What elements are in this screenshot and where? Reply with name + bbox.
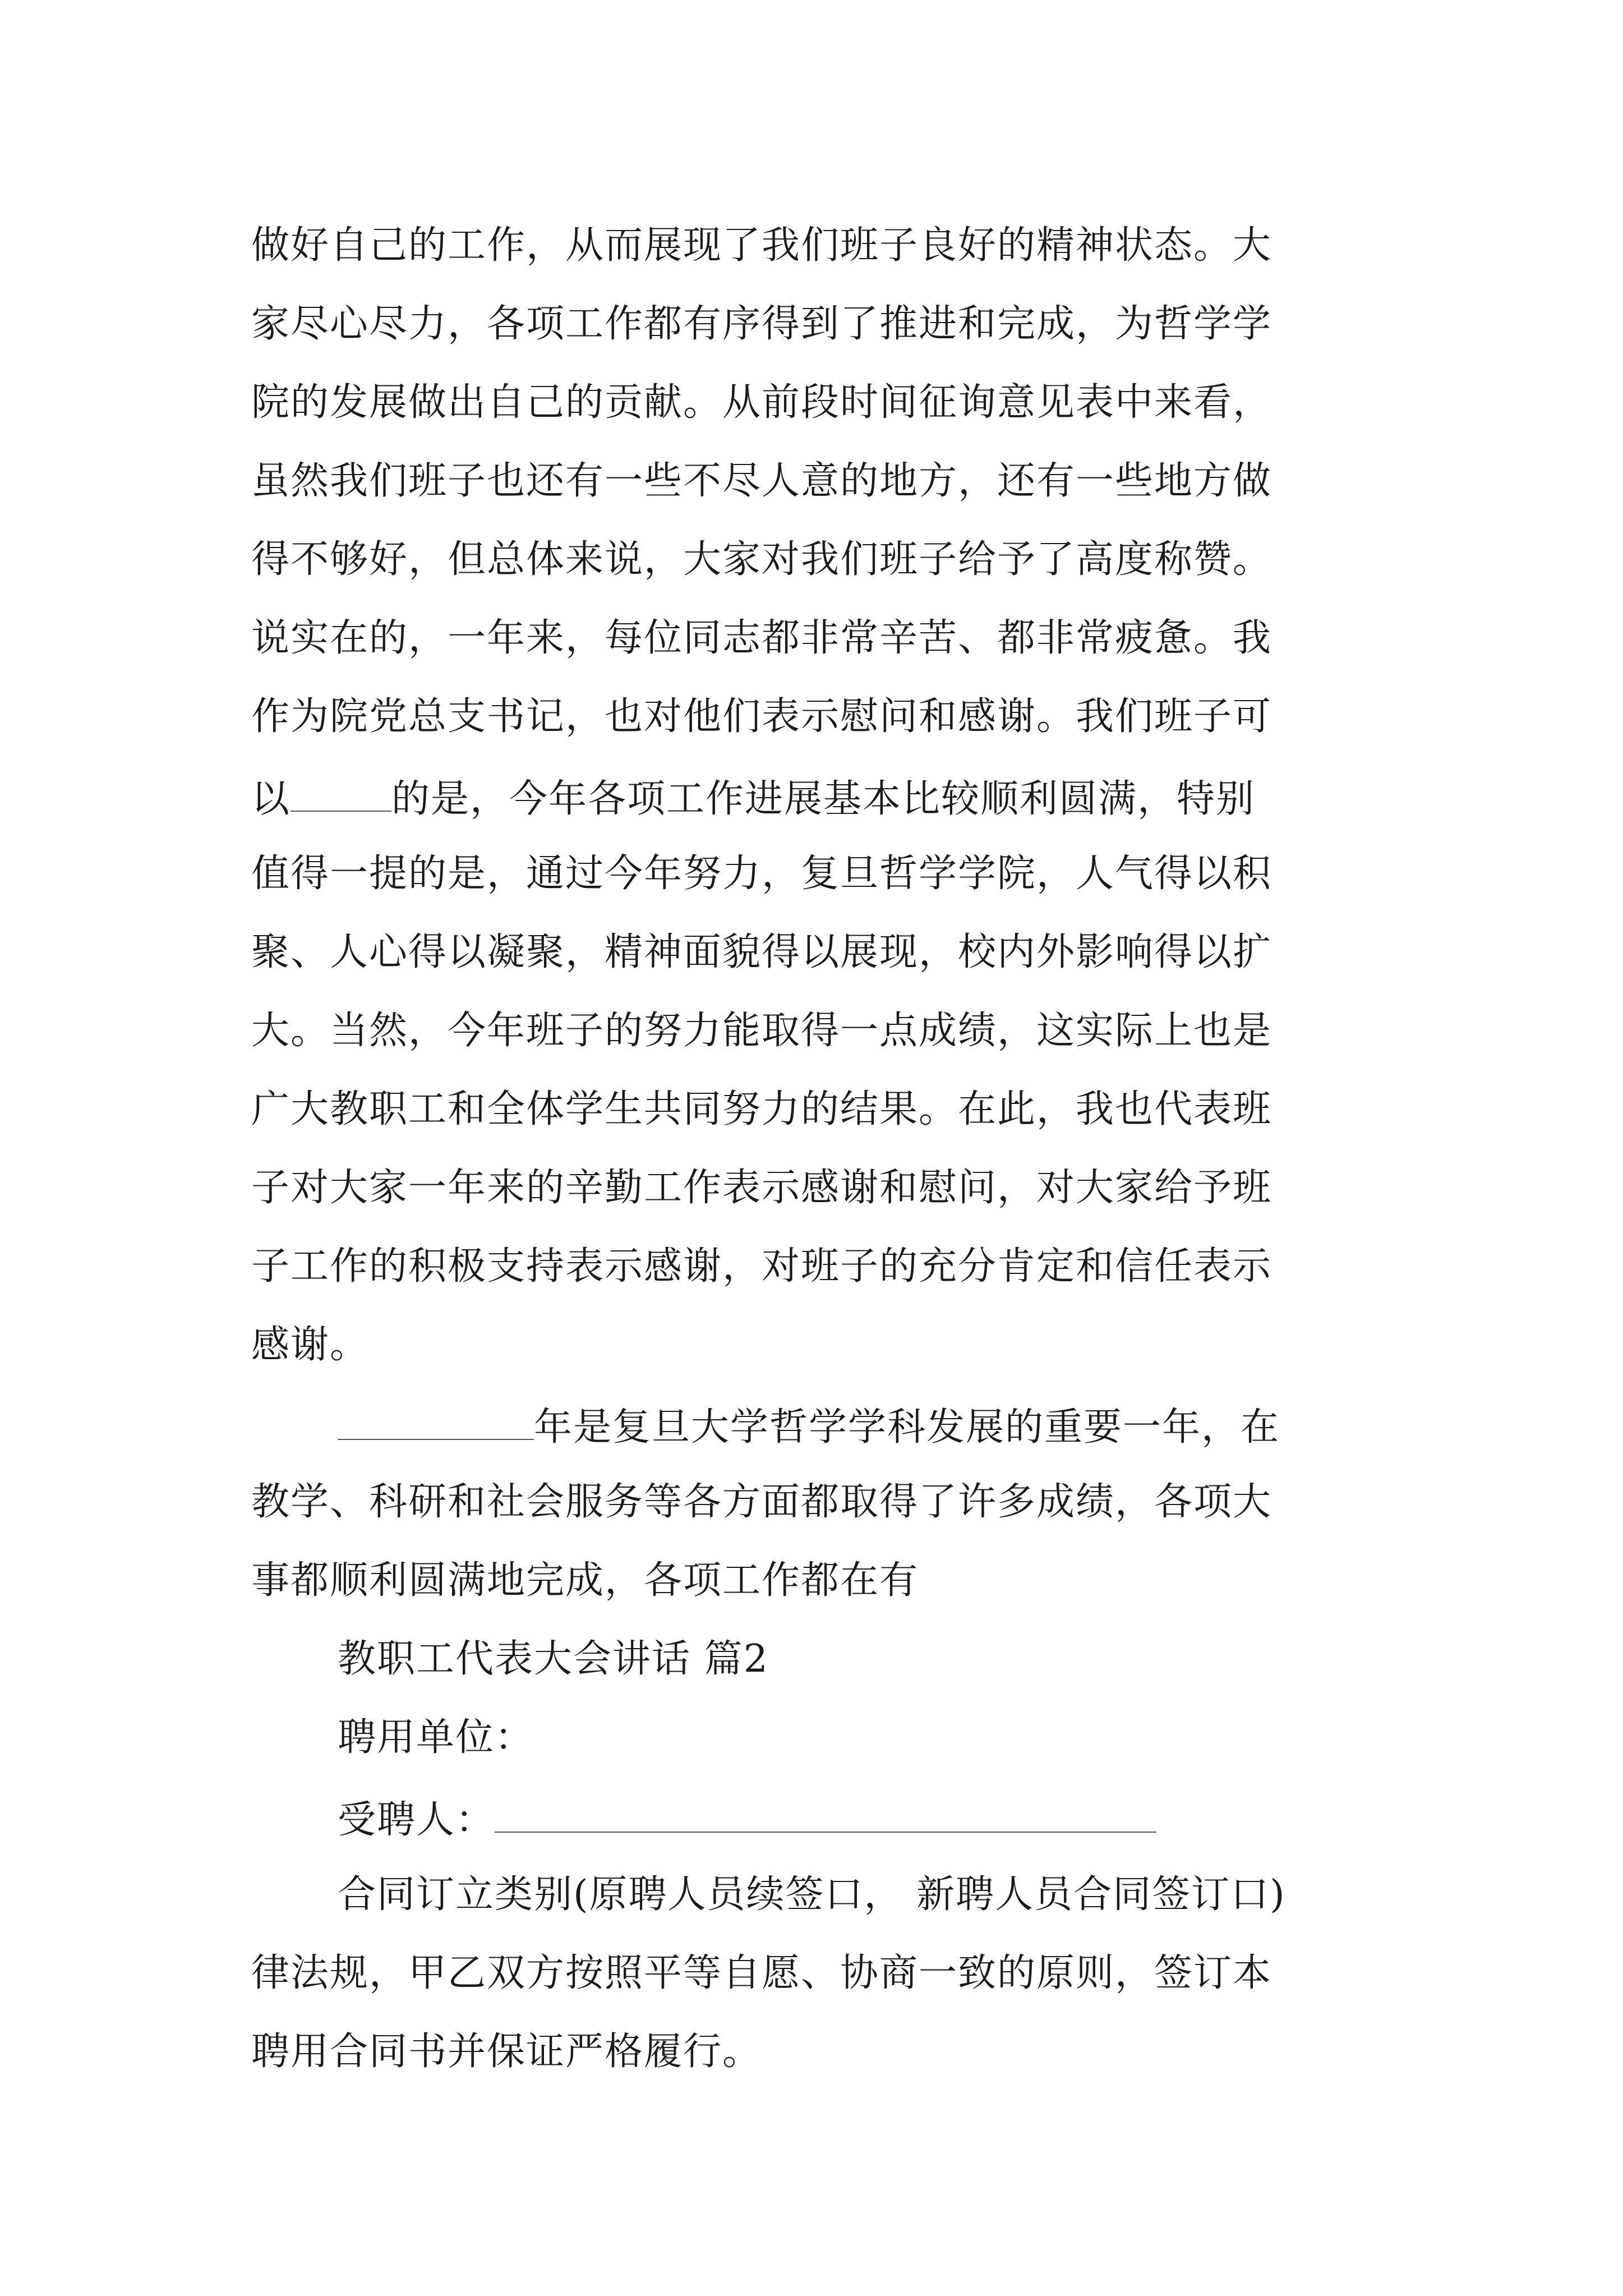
paragraph2-line-1-text: 年是复旦大学哲学学科发展的重要一年，在: [534, 1405, 1280, 1450]
paragraph2-line-1: [338, 1405, 1280, 1450]
law-line-1: 律法规，甲乙双方按照平等自愿、协商一致的原则，签订本: [251, 1951, 1272, 1995]
paragraph1-line-14: 子工作的积极支持表示感谢，对班子的充分肯定和信任表示: [251, 1244, 1272, 1289]
paragraph1-line-4: 虽然我们班子也还有一些不尽人意的地方，还有一些地方做: [251, 459, 1272, 503]
paragraph1-line-10: 聚、人心得以凝聚，精神面貌得以展现，校内外影响得以扩: [251, 930, 1272, 974]
fill-in-blank-short: [291, 776, 391, 812]
employer-label: 聘用单位：: [338, 1715, 534, 1760]
paragraph1-line-5: 得不够好，但总体来说，大家对我们班子给予了高度称赞。: [251, 537, 1272, 582]
line-8-start: 以: [251, 777, 291, 822]
fill-in-blank-year: [338, 1405, 534, 1440]
paragraph1-line-8: [251, 776, 1256, 822]
employee-row: [338, 1797, 1156, 1843]
employee-label: 受聘人：: [338, 1798, 495, 1843]
paragraph1-line-9: 值得一提的是，通过今年努力，复旦哲学学院，人气得以积: [251, 852, 1272, 896]
paragraph1-line-6: 说实在的，一年来，每位同志都非常辛苦、都非常疲惫。我: [251, 616, 1272, 660]
contract-type-line: 合同订立类别(原聘人员续签口， 新聘人员合同签订口): [338, 1872, 1286, 1917]
law-line-2: 聘用合同书并保证严格履行。: [251, 2030, 762, 2074]
paragraph1-line-12: 广大教职工和全体学生共同努力的结果。在此，我也代表班: [251, 1087, 1272, 1131]
employee-blank-line: [495, 1797, 1156, 1833]
paragraph1-line-11: 大。当然，今年班子的努力能取得一点成绩，这实际上也是: [251, 1009, 1272, 1053]
paragraph1-line-13: 子对大家一年来的辛勤工作表示感谢和慰问，对大家给予班: [251, 1166, 1272, 1210]
paragraph2-line-3: 事都顺利圆满地完成，各项工作都在有: [251, 1558, 919, 1603]
paragraph2-line-2: 教学、科研和社会服务等各方面都取得了许多成绩，各项大: [251, 1480, 1272, 1524]
paragraph1-line-2: 家尽心尽力，各项工作都有序得到了推进和完成，为哲学学: [251, 302, 1272, 346]
paragraph1-line-7: 作为院党总支书记，也对他们表示慰问和感谢。我们班子可: [251, 694, 1272, 739]
line-8-end: 的是，今年各项工作进展基本比较顺利圆满，特别: [391, 777, 1256, 822]
paragraph1-line-3: 院的发展做出自己的贡献。从前段时间征询意见表中来看，: [251, 380, 1272, 425]
paragraph1-line-1: 做好自己的工作，从而展现了我们班子良好的精神状态。大: [251, 223, 1272, 268]
paragraph1-line-15: 感谢。: [251, 1323, 370, 1367]
section-title: 教职工代表大会讲话 篇2: [338, 1637, 769, 1681]
